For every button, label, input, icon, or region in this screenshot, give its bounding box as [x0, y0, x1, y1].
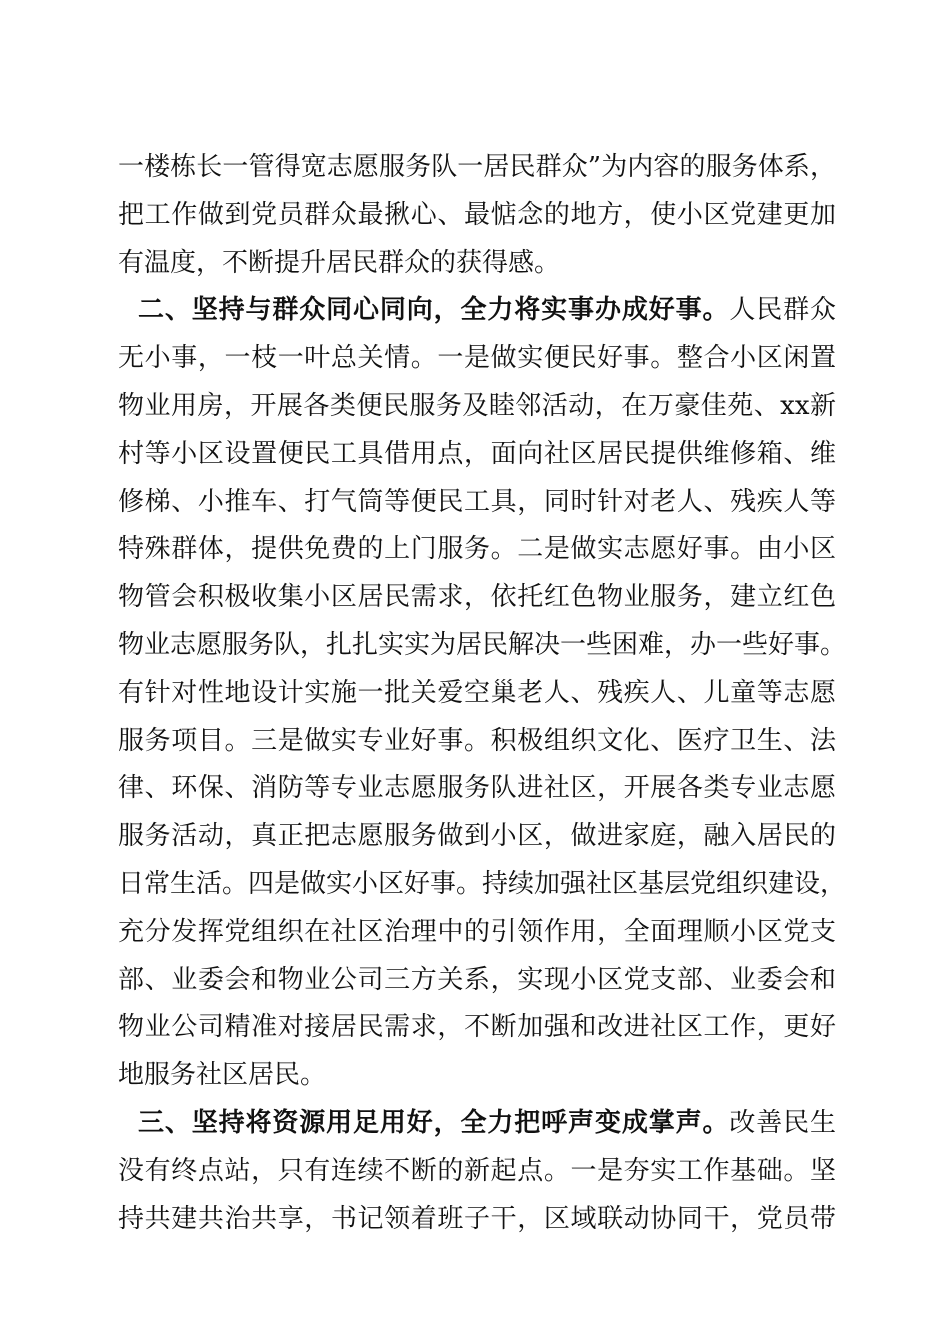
text-line — [118, 287, 836, 335]
text-line: 日常生活。四是做实小区好事。持续加强社区基层党组织建设， — [118, 868, 847, 899]
text-line — [118, 1100, 836, 1148]
text-line: 服务项目。三是做实专业好事。积极组织文化、医疗卫生、法 — [118, 725, 836, 756]
text-line: 有温度，不断提升居民群众的获得感。 — [118, 247, 561, 278]
section-heading: 三、坚持将资源用足用好，全力把呼声变成掌声。 — [138, 1107, 730, 1138]
text-run: 改善民生 — [729, 1107, 836, 1138]
paragraph-3 — [118, 1100, 836, 1243]
text-line: 有针对性地设计实施一批关爱空巢老人、残疾人、儿童等志愿 — [118, 677, 836, 708]
text-line: 充分发挥党组织在社区治理中的引领作用，全面理顺小区党支 — [118, 916, 836, 947]
text-line: 物管会积极收集小区居民需求，依托红色物业服务，建立红色 — [118, 582, 836, 613]
text-run: 人民群众 — [729, 295, 836, 326]
text-line: 一楼栋长一管得宽志愿服务队一居民群众”为内容的服务体系， — [118, 152, 836, 182]
text-line: 物业志愿服务队，扎扎实实为居民解决一些困难，办一些好事。 — [118, 629, 847, 660]
text-line: 物业用房，开展各类便民服务及睦邻活动，在万豪佳苑、xx新 — [118, 390, 836, 421]
text-line: 服务活动，真正把志愿服务做到小区，做进家庭，融入居民的 — [118, 821, 836, 852]
text-line: 修梯、小推车、打气筒等便民工具，同时针对老人、残疾人等 — [118, 486, 836, 517]
text-line: 特殊群体，提供免费的上门服务。二是做实志愿好事。由小区 — [118, 534, 836, 565]
text-line: 无小事，一枝一叶总关情。一是做实便民好事。整合小区闲置 — [118, 343, 836, 374]
section-heading: 二、坚持与群众同心同向，全力将实事办成好事。 — [138, 295, 730, 326]
document-body — [118, 144, 847, 1243]
text-line: 部、业委会和物业公司三方关系，实现小区党支部、业委会和 — [118, 964, 836, 995]
text-line: 地服务社区居民。 — [118, 1060, 327, 1091]
text-line: 律、环保、消防等专业志愿服务队进社区，开展各类专业志愿 — [118, 773, 836, 804]
text-line: 物业公司精准对接居民需求，不断加强和改进社区工作，更好 — [118, 1012, 836, 1043]
paragraph-1 — [118, 144, 836, 287]
text-line: 持共建共治共享，书记领着班子干，区域联动协同干，党员带 — [118, 1203, 836, 1234]
paragraph-2 — [118, 287, 847, 1100]
text-line: 把工作做到党员群众最揪心、最惦念的地方，使小区党建更加 — [118, 199, 836, 230]
text-line: 村等小区设置便民工具借用点，面向社区居民提供维修箱、维 — [118, 438, 836, 469]
text-line: 没有终点站，只有连续不断的新起点。一是夯实工作基础。坚 — [118, 1155, 836, 1186]
